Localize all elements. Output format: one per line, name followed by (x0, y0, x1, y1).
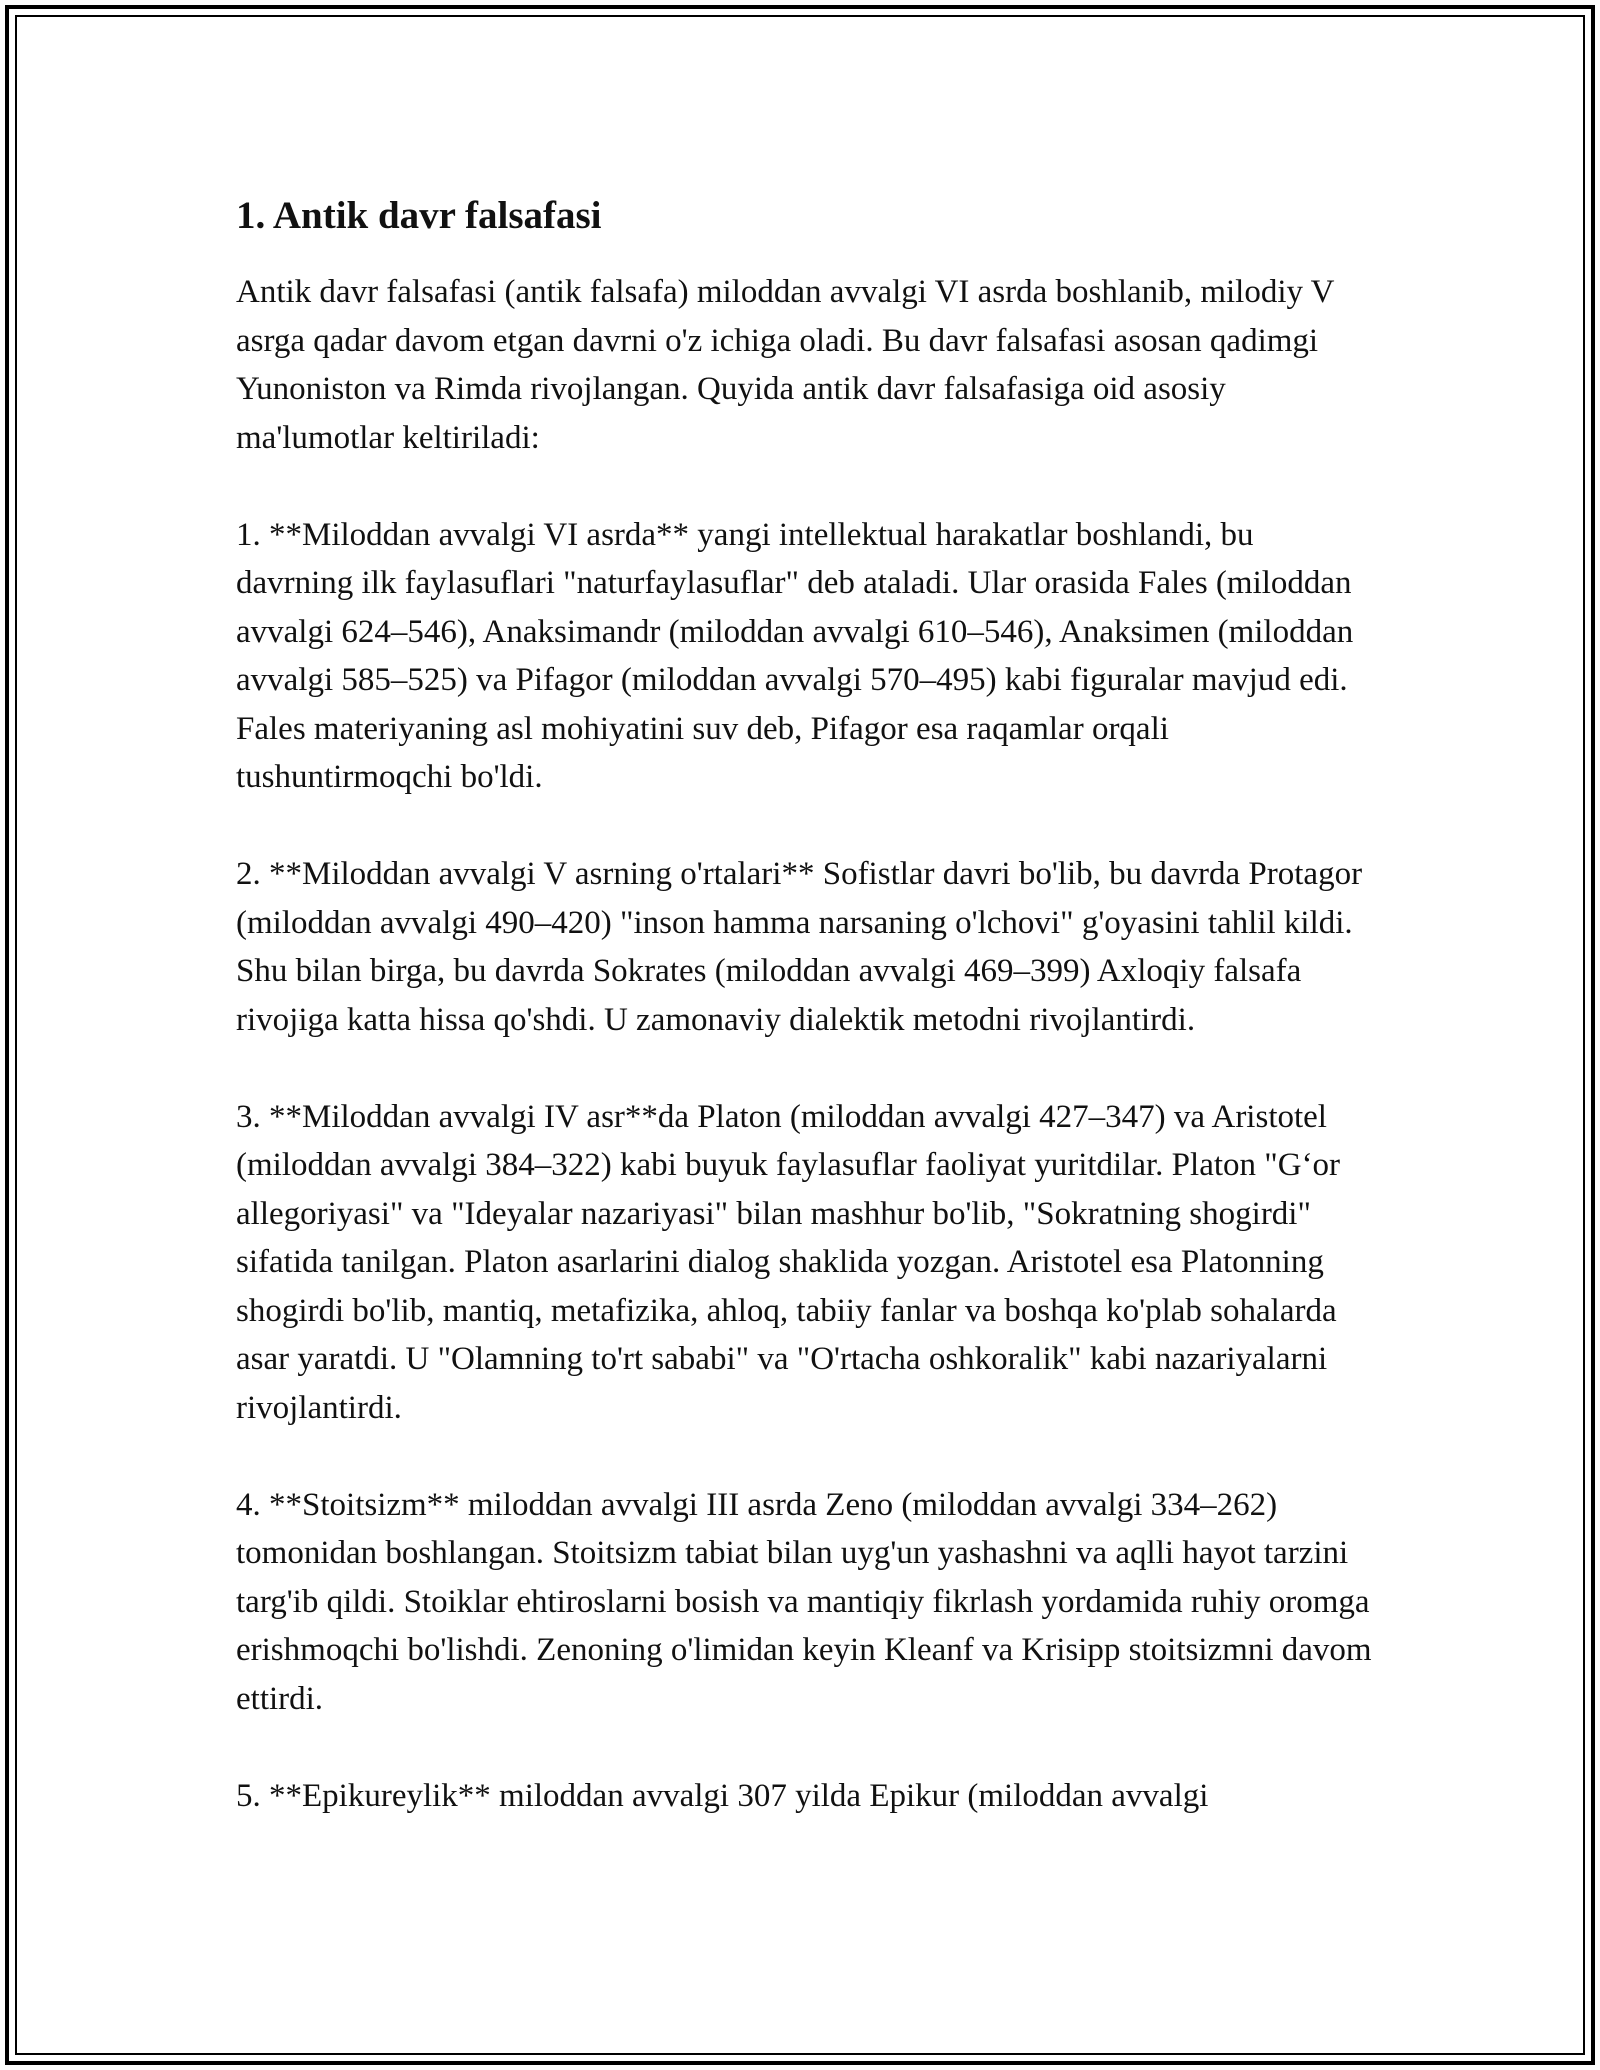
paragraph-2: 2. **Miloddan avvalgi V asrning o'rtalari** Sofistlar davri bo'lib, bu davrda Protagor (miloddan avvalgi 490–420) "inson hamma narsaning o'lchovi" g'oyasini tahlil kildi. Shu bilan birga, bu davrda Sokrates (miloddan avvalgi 469–399) Axloqiy falsafa rivojiga katta hissa qo'shdi. U zamonaviy dialektik metodni rivojlantirdi. (236, 856, 1363, 1038)
intro-paragraph: Antik davr falsafasi (antik falsafa) miloddan avvalgi VI asrda boshlanib, milodiy V asrga qadar davom etgan davrni o'z ichiga oladi. Bu davr falsafasi asosan qadimgi Yunoniston va Rimda rivojlangan. Quyida antik davr falsafasiga oid asosiy ma'lumotlar keltiriladi: (236, 274, 1334, 456)
paragraph-1: 1. **Miloddan avvalgi VI asrda** yangi intellektual harakatlar boshlandi, bu davrning ilk faylasuflari "naturfaylasuflar" deb ataladi. Ular orasida Fales (miloddan avvalgi 624–546), Anaksimandr (miloddan avvalgi 610–546), Anaksimen (miloddan avvalgi 585–525) va Pifagor (miloddan avvalgi 570–495) kabi figuralar mavjud edi. Fales materiyaning asl mohiyatini suv deb, Pifagor esa raqamlar orqali tushuntirmoqchi bo'ldi. (236, 516, 1354, 795)
paragraph-5: 5. **Epikureylik** miloddan avvalgi 307 yilda Epikur (miloddan avvalgi (236, 1777, 1209, 1814)
document-body (236, 188, 1376, 1869)
paragraph-3: 3. **Miloddan avvalgi IV asr**da Platon (miloddan avvalgi 427–347) va Aristotel (miloddan avvalgi 384–322) kabi buyuk faylasuflar faoliyat yuritdilar. Platon "G‘or allegoriyasi" va "Ideyalar nazariyasi" bilan mashhur bo'lib, "Sokratning shogirdi" sifatida tanilgan. Platon asarlarini dialog shaklida yozgan. Aristotel esa Platonning shogirdi bo'lib, mantiq, metafizika, ahloq, tabiiy fanlar va boshqa ko'plab sohalarda asar yaratdi. U "Olamning to'rt sababi" va "O'rtacha oshkoralik" kabi nazariyalarni rivojlantirdi. (236, 1098, 1341, 1426)
page-title: 1. Antik davr falsafasi (236, 194, 602, 237)
paragraph-4: 4. **Stoitsizm** miloddan avvalgi III asrda Zeno (miloddan avvalgi 334–262) tomonidan boshlangan. Stoitsizm tabiat bilan uyg'un yashashni va aqlli hayot tarzini targ'ib qildi. Stoiklar ehtiroslarni bosish va mantiqiy fikrlash yordamida ruhiy oromga erishmoqchi bo'lishdi. Zenoning o'limidan keyin Kleanf va Krisipp stoitsizmni davom ettirdi. (236, 1486, 1372, 1717)
